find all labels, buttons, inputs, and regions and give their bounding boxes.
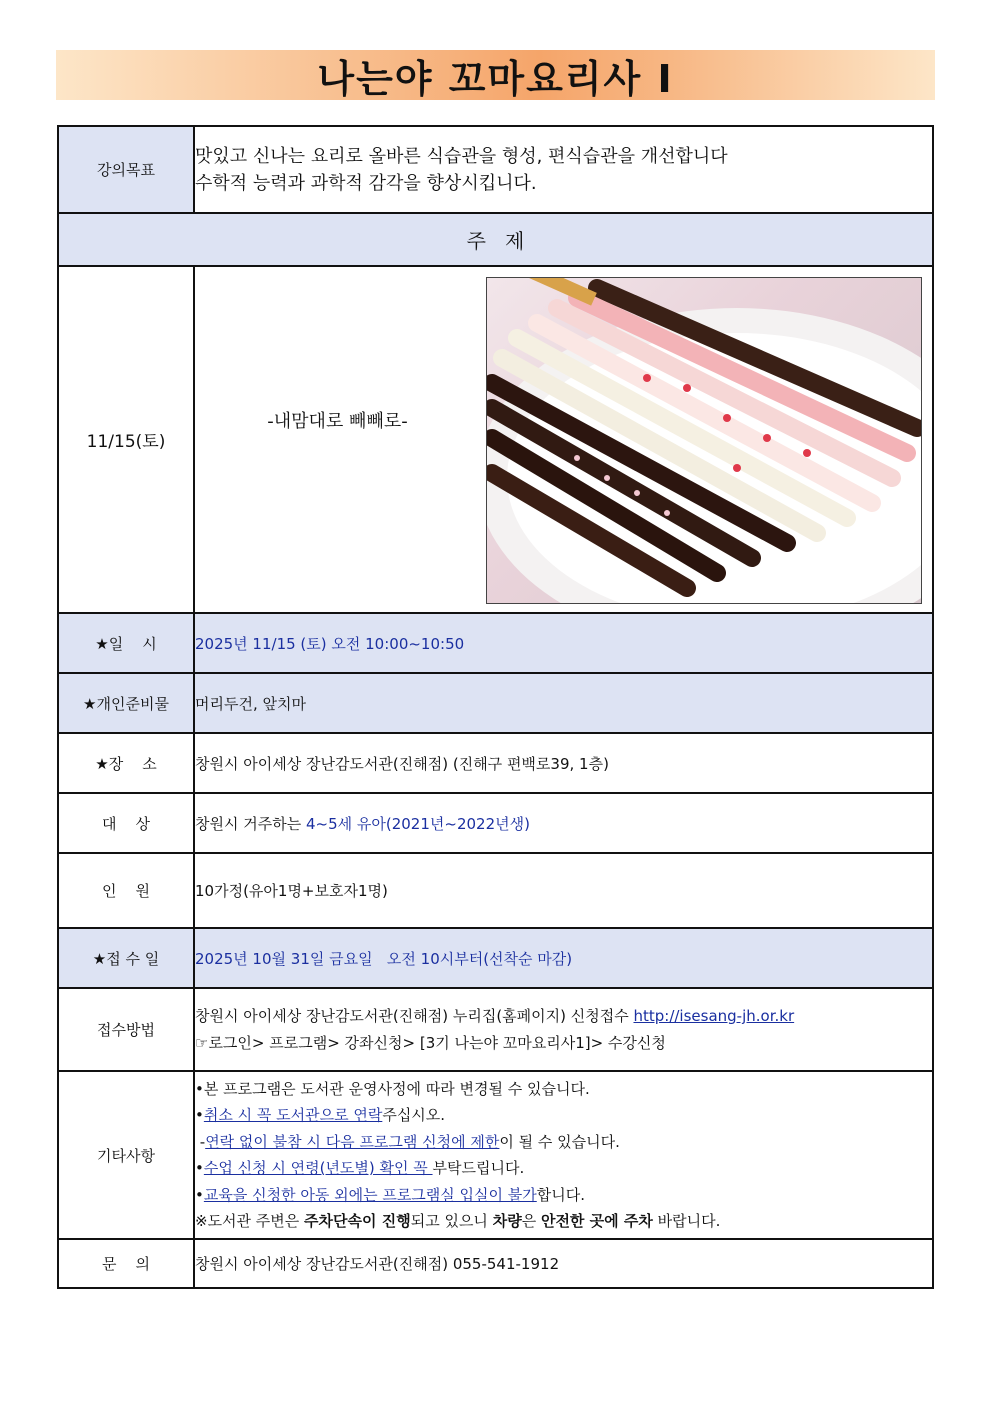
program-table bbox=[57, 125, 934, 1289]
prep-label: ★개인준비물 bbox=[58, 673, 194, 733]
method-line-1: 창원시 아이세상 장난감도서관(진해점) 누리집(홈페이지) 신청접수 bbox=[195, 1007, 634, 1025]
etc-line-3: -연락 없이 불참 시 다음 프로그램 신청에 제한이 될 수 있습니다. bbox=[195, 1132, 620, 1151]
goal-label: 강의목표 bbox=[58, 126, 194, 213]
etc-line-4: •수업 신청 시 연령(년도별) 확인 꼭 부탁드립니다. bbox=[195, 1159, 525, 1177]
target-value: 4~5세 유아(2021년~2022년생) bbox=[305, 814, 530, 833]
people-label: 인 원 bbox=[58, 853, 194, 928]
method-row bbox=[58, 988, 933, 1071]
goal-row bbox=[58, 126, 933, 213]
pepero-illustration bbox=[487, 278, 921, 603]
etc-line-1: •본 프로그램은 도서관 운영사정에 따라 변경될 수 있습니다. bbox=[195, 1079, 590, 1098]
etc-cell bbox=[194, 1071, 933, 1239]
session-cell bbox=[194, 266, 933, 613]
method-label: 접수방법 bbox=[58, 988, 194, 1071]
target-cell bbox=[194, 793, 933, 853]
goal-line-2: 수학적 능력과 과학적 감각을 향상시킵니다. bbox=[195, 172, 537, 194]
homepage-link[interactable]: http://isesang-jh.or.kr bbox=[633, 1007, 795, 1025]
reception-label: ★접 수 일 bbox=[58, 928, 194, 988]
prep-row bbox=[58, 673, 933, 733]
session-date: 11/15(토) bbox=[58, 266, 194, 613]
contact-label: 문 의 bbox=[58, 1239, 194, 1288]
method-cell bbox=[194, 988, 933, 1071]
session-name: -내맘대로 빼빼로- bbox=[267, 410, 408, 432]
etc-label: 기타사항 bbox=[58, 1071, 194, 1239]
etc-line-6: ※도서관 주변은 주차단속이 진행되고 있으니 차량은 안전한 곳에 주차 바랍니다. bbox=[195, 1212, 721, 1230]
target-row bbox=[58, 793, 933, 853]
target-prefix: 창원시 거주하는 bbox=[195, 814, 306, 833]
page-title: 나는야 꼬마요리사 Ⅰ bbox=[317, 56, 674, 101]
datetime-label: ★일 시 bbox=[58, 613, 194, 673]
topic-header: 주 제 bbox=[58, 213, 933, 266]
etc-line-2: •취소 시 꼭 도서관으로 연락주십시오. bbox=[195, 1106, 446, 1124]
session-row bbox=[58, 266, 933, 613]
reception-value: 2025년 10월 31일 금요일 오전 10시부터(선착순 마감) bbox=[194, 928, 933, 988]
topic-header-row bbox=[58, 213, 933, 266]
contact-row bbox=[58, 1239, 933, 1288]
place-value: 창원시 아이세상 장난감도서관(진해점) (진해구 편백로39, 1층) bbox=[194, 733, 933, 793]
target-label: 대 상 bbox=[58, 793, 194, 853]
pepero-photo bbox=[486, 277, 922, 604]
etc-row bbox=[58, 1071, 933, 1239]
goal-text bbox=[194, 126, 933, 213]
reception-row bbox=[58, 928, 933, 988]
place-row bbox=[58, 733, 933, 793]
title-banner bbox=[56, 50, 935, 100]
people-value: 10가정(유아1명+보호자1명) bbox=[194, 853, 933, 928]
prep-value: 머리두건, 앞치마 bbox=[194, 673, 933, 733]
datetime-row bbox=[58, 613, 933, 673]
method-line-2: ☞로그인> 프로그램> 강좌신청> [3기 나는야 꼬마요리사1]> 수강신청 bbox=[195, 1033, 666, 1052]
etc-line-5: •교육을 신청한 아동 외에는 프로그램실 입실이 불가합니다. bbox=[195, 1185, 586, 1204]
place-label: ★장 소 bbox=[58, 733, 194, 793]
people-row bbox=[58, 853, 933, 928]
contact-value: 창원시 아이세상 장난감도서관(진해점) 055-541-1912 bbox=[194, 1239, 933, 1288]
goal-line-1: 맛있고 신나는 요리로 올바른 식습관을 형성, 편식습관을 개선합니다 bbox=[195, 145, 728, 167]
datetime-value: 2025년 11/15 (토) 오전 10:00~10:50 bbox=[194, 613, 933, 673]
